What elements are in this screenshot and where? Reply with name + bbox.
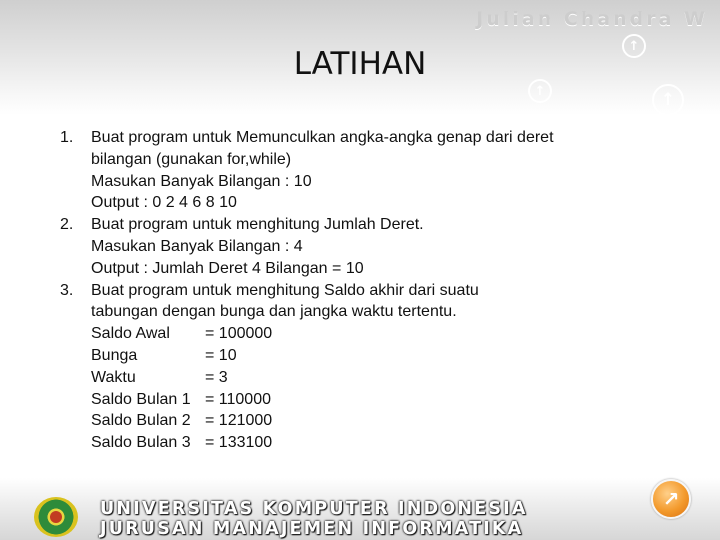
- row-label: Saldo Bulan 2: [91, 412, 191, 430]
- row-value: = 3: [205, 368, 228, 386]
- text-line: tabungan dengan bunga dan jangka waktu tertentu.: [91, 303, 457, 321]
- exercise-list: [60, 127, 700, 454]
- text-line: Buat program untuk menghitung Jumlah Deret.: [91, 216, 424, 234]
- value-row: [91, 410, 700, 432]
- footer-department: JURUSAN MANAJEMEN INFORMATIKA: [100, 519, 524, 539]
- row-value: = 110000: [205, 390, 271, 408]
- row-label: Waktu: [91, 368, 136, 386]
- text-line: Output : Jumlah Deret 4 Bilangan = 10: [91, 259, 364, 277]
- up-arrow-icon: ↑: [622, 34, 646, 58]
- text-line: Buat program untuk Memunculkan angka-angka genap dari deret: [91, 129, 554, 146]
- next-slide-button[interactable]: ↗: [651, 479, 691, 519]
- text-line: Output : 0 2 4 6 8 10: [91, 194, 237, 212]
- text-line: Masukan Banyak Bilangan : 4: [91, 237, 303, 255]
- row-value: = 121000: [205, 412, 273, 430]
- text-line: Masukan Banyak Bilangan : 10: [91, 172, 312, 190]
- row-label: Saldo Bulan 3: [91, 434, 191, 452]
- item-number: 3.: [60, 281, 74, 299]
- text-line: Buat program untuk menghitung Saldo akhir dari suatu: [91, 281, 479, 299]
- row-value: = 10: [205, 346, 237, 364]
- row-label: Saldo Awal: [91, 325, 170, 343]
- exercise-item-2: [60, 214, 700, 279]
- row-label: Bunga: [91, 346, 138, 364]
- row-label: Saldo Bulan 1: [91, 390, 191, 408]
- slide-title: LATIHAN: [293, 46, 427, 82]
- logo-center: [50, 511, 62, 523]
- up-arrow-icon: ↑: [652, 84, 684, 116]
- footer-university: UNIVERSITAS KOMPUTER INDONESIA: [100, 499, 528, 519]
- value-row: [91, 389, 700, 411]
- exercise-item-1: [60, 127, 700, 214]
- exercise-item-3: [60, 280, 700, 454]
- item-number: 1.: [60, 129, 74, 146]
- value-row: [91, 345, 700, 367]
- value-row: [91, 323, 700, 345]
- text-line: bilangan (gunakan for,while): [91, 150, 292, 168]
- brand-watermark: Julian Chandra W: [476, 8, 708, 30]
- value-row: [91, 367, 700, 389]
- item-number: 2.: [60, 216, 74, 234]
- up-arrow-icon: ↑: [528, 79, 552, 103]
- row-value: = 100000: [205, 325, 273, 343]
- row-value: = 133100: [205, 434, 273, 452]
- footer-institution: [100, 499, 640, 539]
- value-row: [91, 432, 700, 454]
- university-logo-icon: [34, 497, 78, 537]
